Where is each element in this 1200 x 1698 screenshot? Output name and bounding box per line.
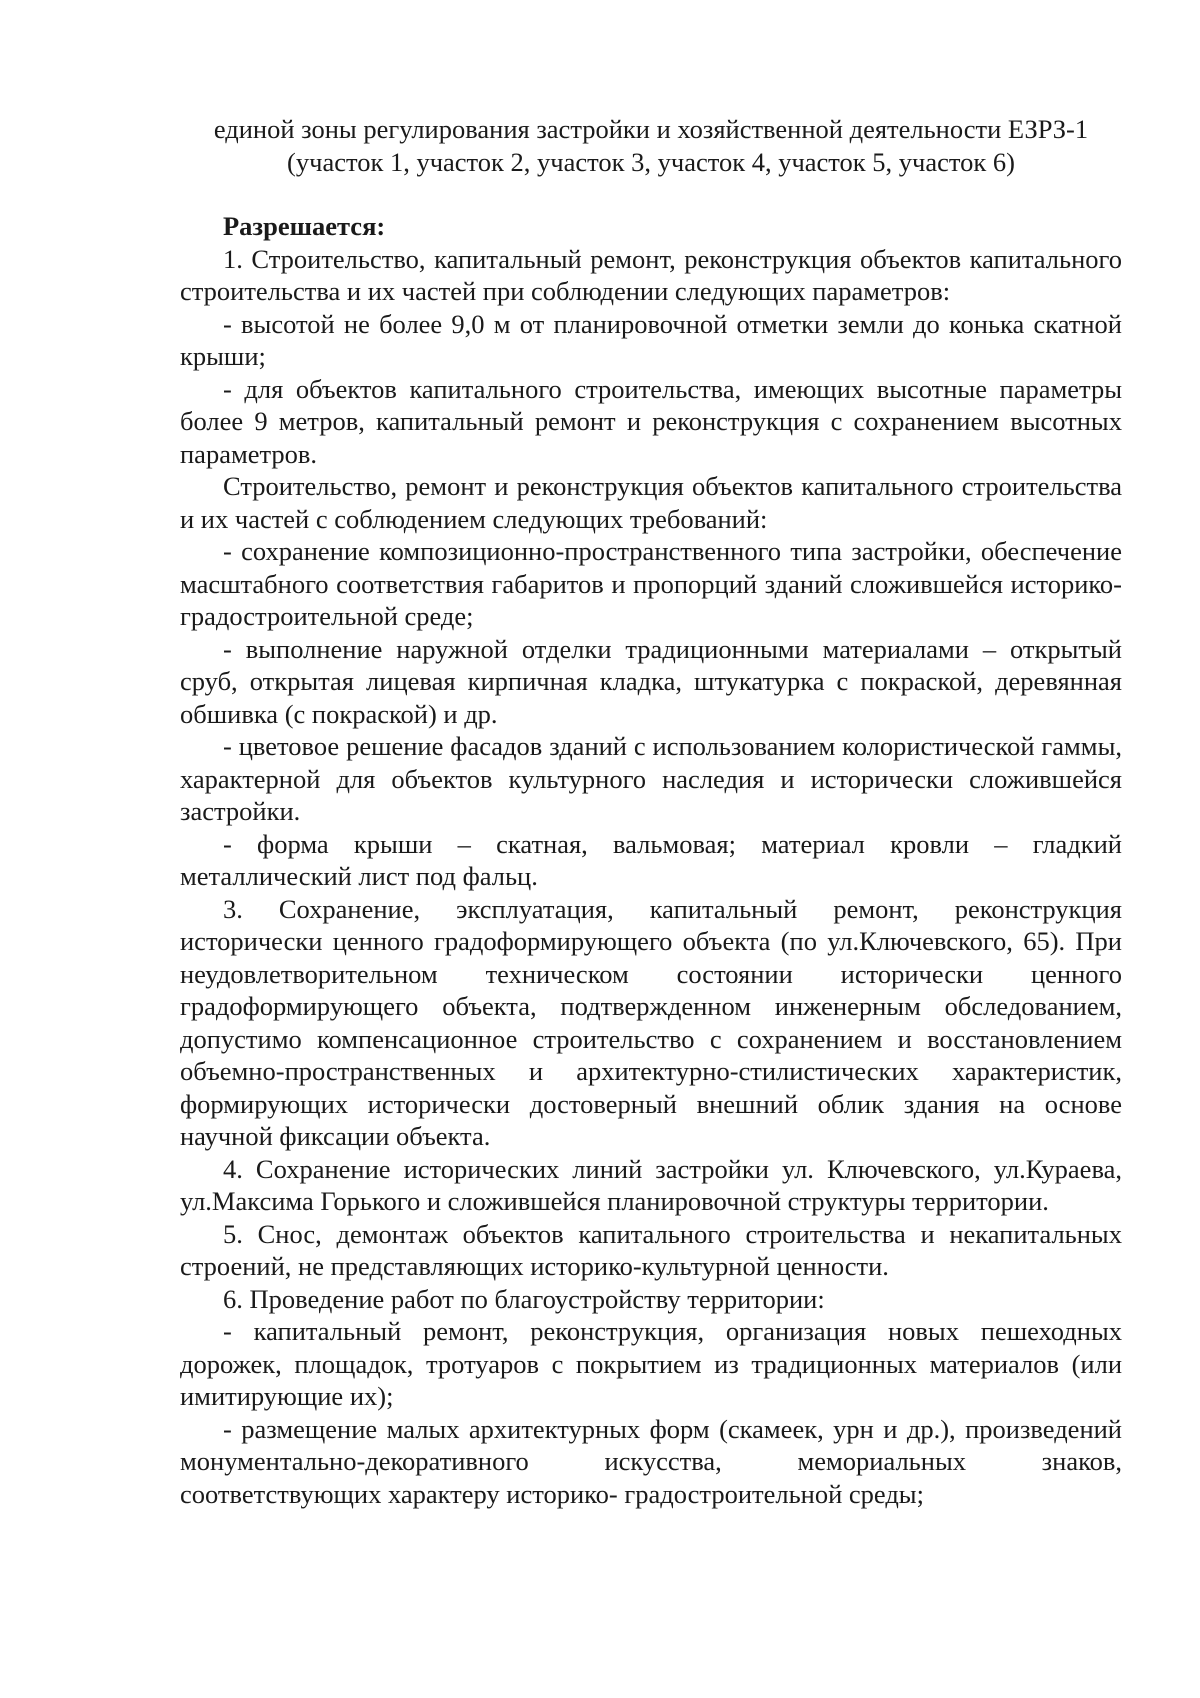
paragraph-item-3: 3. Сохранение, эксплуатация, капитальный ремонт, реконструкция исторически ценного градоформирующего объекта (по ул.Ключевского, 65). При неудовлетворительном техническом состоянии исторически ценного градоформирующего объекта, подтвержденном инженерным обследованием, допустимо компенсационное строительство с сохранением и восстановлением объемно-пространственных и архитектурно-стилистических характеристик, формирующих исторически достоверный внешний облик здания на основе научной фиксации объекта.: [180, 893, 1122, 1151]
paragraph-finishing: - выполнение наружной отделки традиционными материалами – открытый сруб, открытая лицевая кирпичная кладка, штукатурка с покраской, деревянная обшивка (с покраской) и др.: [180, 633, 1122, 729]
section-heading: Разрешается:: [223, 211, 386, 241]
paragraph-item-5: 5. Снос, демонтаж объектов капитального строительства и некапитальных строений, не представляющих историко-культурной ценности.: [180, 1218, 1122, 1281]
paragraph-small-forms: - размещение малых архитектурных форм (скамеек, урн и др.), произведений монументально-декоративного искусства, мемориальных знаков, соответствующих характеру историко- градостроительной среды;: [180, 1413, 1122, 1509]
paragraph-item-4: 4. Сохранение исторических линий застройки ул. Ключевского, ул.Кураева, ул.Максима Горького и сложившейся планировочной структуры территории.: [180, 1153, 1122, 1216]
paragraph-existing-height: - для объектов капитального строительства, имеющих высотные параметры более 9 метров, капитальный ремонт и реконструкция с сохранением высотных параметров.: [180, 373, 1122, 469]
paragraph-requirements-intro: Строительство, ремонт и реконструкция объектов капитального строительства и их частей с соблюдением следующих требований:: [180, 471, 1122, 534]
paragraph-height-limit: - высотой не более 9,0 м от планировочной отметки земли до конька скатной крыши;: [180, 308, 1122, 371]
paragraph-color: - цветовое решение фасадов зданий с использованием колористической гаммы, характерной для объектов культурного наследия и исторически сложившейся застройки.: [180, 731, 1122, 826]
paragraph-roof: - форма крыши – скатная, вальмовая; материал кровли – гладкий металлический лист под фальц.: [180, 828, 1122, 891]
paragraph-paving: - капитальный ремонт, реконструкция, организация новых пешеходных дорожек, площадок, тротуаров с покрытием из традиционных материалов (или имитирующие их);: [180, 1316, 1122, 1411]
paragraph-composition: - сохранение композиционно-пространственного типа застройки, обеспечение масштабного соответствия габаритов и пропорций зданий сложившейся историко-градостроительной среде;: [180, 536, 1122, 631]
paragraph-item-6: 6. Проведение работ по благоустройству территории:: [223, 1283, 825, 1314]
title-line-2: (участок 1, участок 2, участок 3, участок 4, участок 5, участок 6): [287, 146, 1015, 177]
document-title: [180, 113, 1122, 178]
paragraph-item-1: 1. Строительство, капитальный ремонт, реконструкция объектов капитального строительства и их частей при соблюдении следующих параметров:: [180, 243, 1122, 306]
title-line-1: единой зоны регулирования застройки и хозяйственной деятельности ЕЗРЗ-1: [213, 114, 1089, 144]
document-body: [180, 113, 1122, 1510]
